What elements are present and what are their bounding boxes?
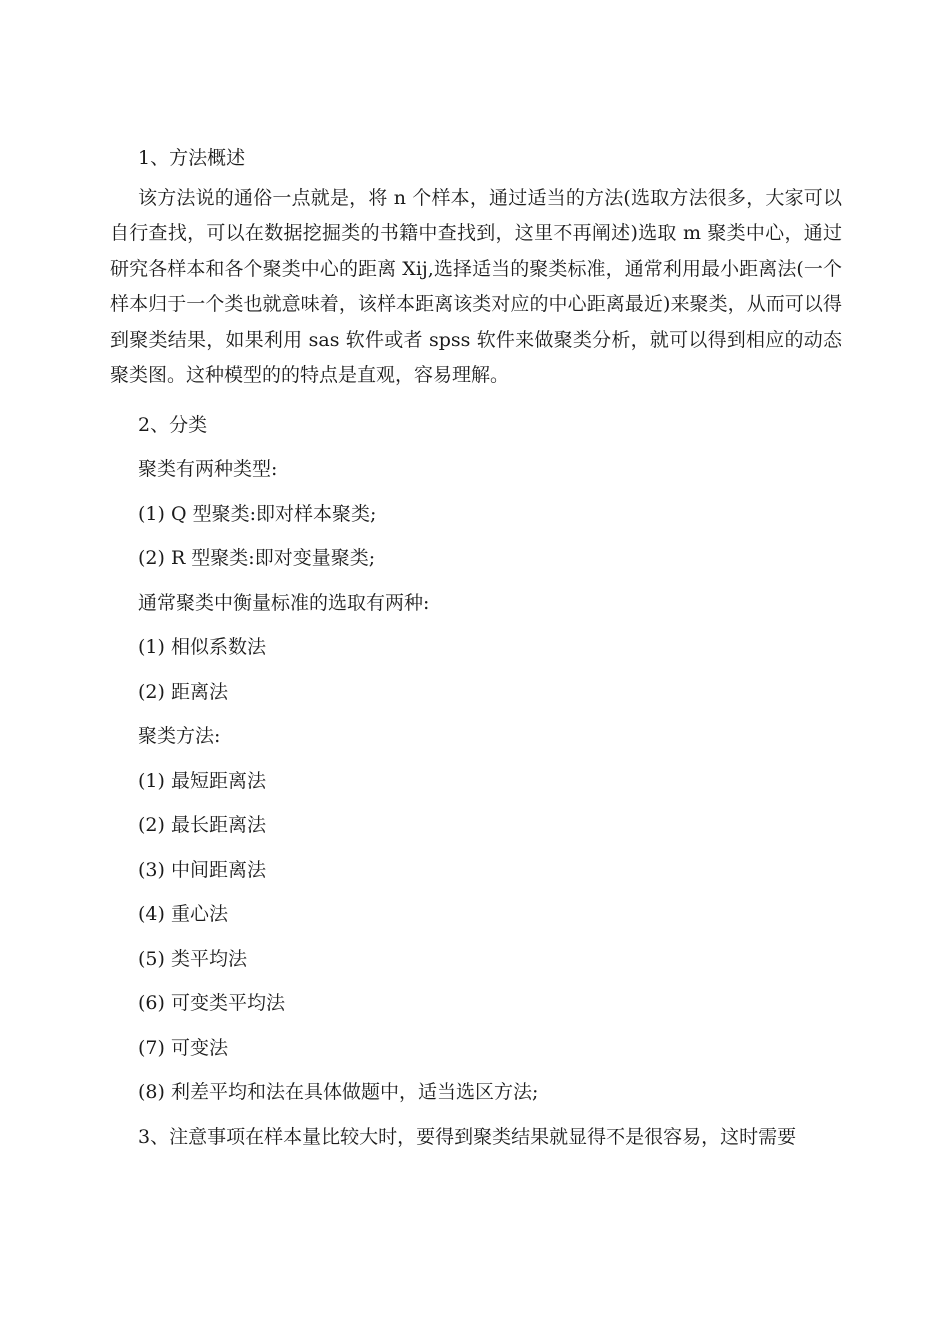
- measures-intro: 通常聚类中衡量标准的选取有两种:: [138, 591, 430, 614]
- types-intro: 聚类有两种类型:: [138, 458, 278, 480]
- section-1-paragraph: 该方法说的通俗一点就是，将 n 个样本，通过适当的方法(选取方法很多，大家可以自行查找，可以在数据挖掘类的书籍中查找到，这里不再阐述)选取 m 聚类中心，通过研究各样本和各个聚类中心的距离 Xij,选择适当的聚类标准，通常利用最小距离法(一个样本归于一个类也就意味着，该样本距离该类对应的中心距离最近)来聚类，从而可以得到聚类结果，如果利用 sas 软件或者 spss 软件来做聚类分析，就可以得到相应的动态聚类图。这种模型的的特点是直观，容易理解。: [110, 186, 842, 386]
- method-item: (3) 中间距离法: [138, 858, 266, 881]
- type-item: (1) Q 型聚类:即对样本聚类;: [138, 502, 377, 525]
- section-heading-1: 1、方法概述: [138, 147, 246, 169]
- method-item: (6) 可变类平均法: [138, 992, 285, 1014]
- method-item: (8) 利差平均和法在具体做题中，适当选区方法;: [138, 1081, 539, 1103]
- method-item: (7) 可变法: [138, 1036, 228, 1059]
- method-item: (2) 最长距离法: [138, 814, 266, 836]
- measure-item: (2) 距离法: [138, 680, 228, 703]
- document-content: [110, 136, 842, 1159]
- method-item: (5) 类平均法: [138, 947, 247, 970]
- section-heading-2: 2、分类: [138, 413, 208, 436]
- method-item: (4) 重心法: [138, 903, 228, 925]
- section-3-text: 3、注意事项在样本量比较大时，要得到聚类结果就显得不是很容易，这时需要: [138, 1125, 797, 1148]
- methods-intro: 聚类方法:: [138, 725, 221, 747]
- method-item: (1) 最短距离法: [138, 769, 266, 792]
- type-item: (2) R 型聚类:即对变量聚类;: [138, 547, 376, 569]
- measure-item: (1) 相似系数法: [138, 636, 266, 658]
